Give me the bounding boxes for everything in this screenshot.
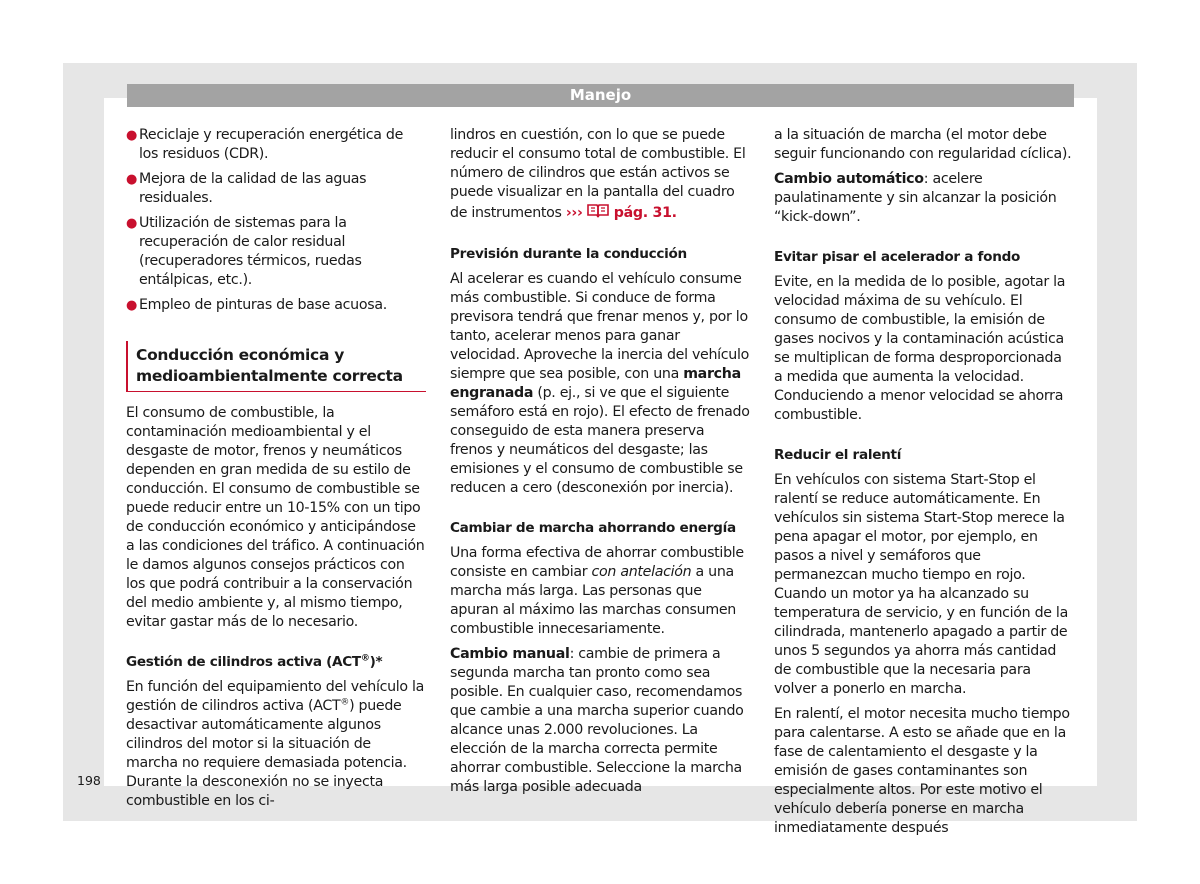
column-2 [450, 126, 750, 803]
manual-paragraph-continued: a la situación de marcha (el motor debe seguir funcionando con regularidad cíclica). [774, 127, 1072, 162]
auto-paragraph: Cambio automático: acelere paulatinamente y sin alcanzar la posición “kick-down”. [774, 171, 1057, 225]
page-number: 198 [77, 773, 101, 788]
column-1 [126, 126, 426, 817]
ralenti-paragraph-2: En ralentí, el motor necesita mucho tiempo para calentarse. A esto se añade que en la fase de calentamiento el desgaste y la emisión de gases contaminantes son especialmente altos. Por este motivo el vehículo debería ponerse en marcha inmediatamente después [774, 706, 1070, 836]
evitar-paragraph: Evite, en la medida de lo posible, agotar la velocidad máxima de su vehículo. El consumo de combustible, la emisión de gases nocivos y la contaminación acústica se multiplican de forma desproporcionada a medida que aumenta la velocidad. Conduciendo a menor velocidad se ahorra combustible. [774, 274, 1066, 423]
list-item [126, 296, 426, 315]
evitar-heading: Evitar pisar el acelerador a fondo [774, 249, 1021, 265]
list-item-text: Empleo de pinturas de base acuosa. [139, 297, 387, 313]
list-item [126, 214, 426, 290]
intro-paragraph: El consumo de combustible, la contaminación medioambiental y el desgaste de motor, frenos y neumáticos dependen en gran medida de su estilo de conducción. El consumo de combustible se puede reducir entre un 10-15% con un tipo de conducción económico y anticipándose a las condiciones del tráfico. A continuación le damos algunos consejos prácticos con los que podrá contribuir a la conservación del medio ambiente y, al mismo tiempo, evitar gastar más de lo necesario. [126, 405, 425, 630]
chapter-header: Manejo [127, 84, 1074, 107]
act-heading: Gestión de cilindros activa (ACT®)* [126, 653, 383, 670]
bullet-icon: ● [126, 172, 138, 187]
manual-paragraph: Cambio manual: cambie de primera a segunda marcha tan pronto como sea posible. En cualquier caso, recomendamos que cambie a una marcha superior cuando alcance unas 2.000 revoluciones. La elección de la marcha correcta permite ahorrar combustible. Seleccione la marcha más larga posible adecuada [450, 646, 744, 795]
section-title: Conducción económica y medioambientalmente correcta [136, 346, 403, 385]
bullet-icon: ● [126, 298, 138, 313]
list-item-text: Mejora de la calidad de las aguas residuales. [139, 171, 367, 206]
list-item [126, 170, 426, 208]
prevision-paragraph: Al acelerar es cuando el vehículo consume más combustible. Si conduce de forma previsora tendrá que frenar menos y, por lo tanto, acelerar menos para ganar velocidad. Aproveche la inercia del vehículo siempre que sea posible, con una marcha engranada (p. ej., si ve que el siguiente semáforo está en rojo). El efecto de frenado conseguido de esta manera preserva frenos y neumáticos del desgaste; las emisiones y el consumo de combustible se reducen a cero (desconexión por inercia). [450, 271, 750, 496]
list-item-text: Reciclaje y recuperación energética de los residuos (CDR). [139, 127, 404, 162]
ralenti-heading: Reducir el ralentí [774, 447, 902, 463]
act-paragraph-continued: lindros en cuestión, con lo que se puede reducir el consumo total de combustible. El número de cilindros que están activos se puede visualizar en la pantalla del cuadro de instrumentos ››› pág. 31. [450, 126, 750, 224]
bullet-icon: ● [126, 216, 138, 231]
bullet-icon: ● [126, 128, 138, 143]
prevision-heading: Previsión durante la conducción [450, 246, 687, 262]
list-item [126, 126, 426, 164]
cambiar-paragraph: Una forma efectiva de ahorrar combustible consiste en cambiar con antelación a una marcha más larga. Las personas que apuran al máximo las marchas consumen combustible innecesariamente. [450, 545, 744, 637]
page-reference[interactable]: ››› pág. 31 [566, 205, 672, 221]
cambiar-heading: Cambiar de marcha ahorrando energía [450, 520, 736, 536]
act-paragraph: En función del equipamiento del vehículo la gestión de cilindros activa (ACT®) puede desactivar automáticamente algunos cilindros del motor si la situación de marcha no requiere demasiada potencia. Durante la desconexión no se inyecta combustible en los ci- [126, 679, 425, 809]
ralenti-paragraph-1: En vehículos con sistema Start-Stop el ralentí se reduce automáticamente. En vehículos sin sistema Start-Stop merece la pena apagar el motor, por ejemplo, en pasos a nivel y semáforos que permanezcan mucho tiempo en rojo. Cuando un motor ya ha alcanzado su temperatura de servicio, y en función de la cilindrada, mantenerlo apagado a partir de unos 5 segundos ya ahorra más cantidad de combustible que la necesaria para volver a ponerlo en marcha. [774, 472, 1068, 697]
list-item-text: Utilización de sistemas para la recuperación de calor residual (recuperadores térmicos, ruedas entálpicas, etc.). [139, 215, 362, 288]
column-3 [774, 126, 1074, 844]
section-heading [126, 341, 426, 392]
book-icon [587, 202, 609, 224]
